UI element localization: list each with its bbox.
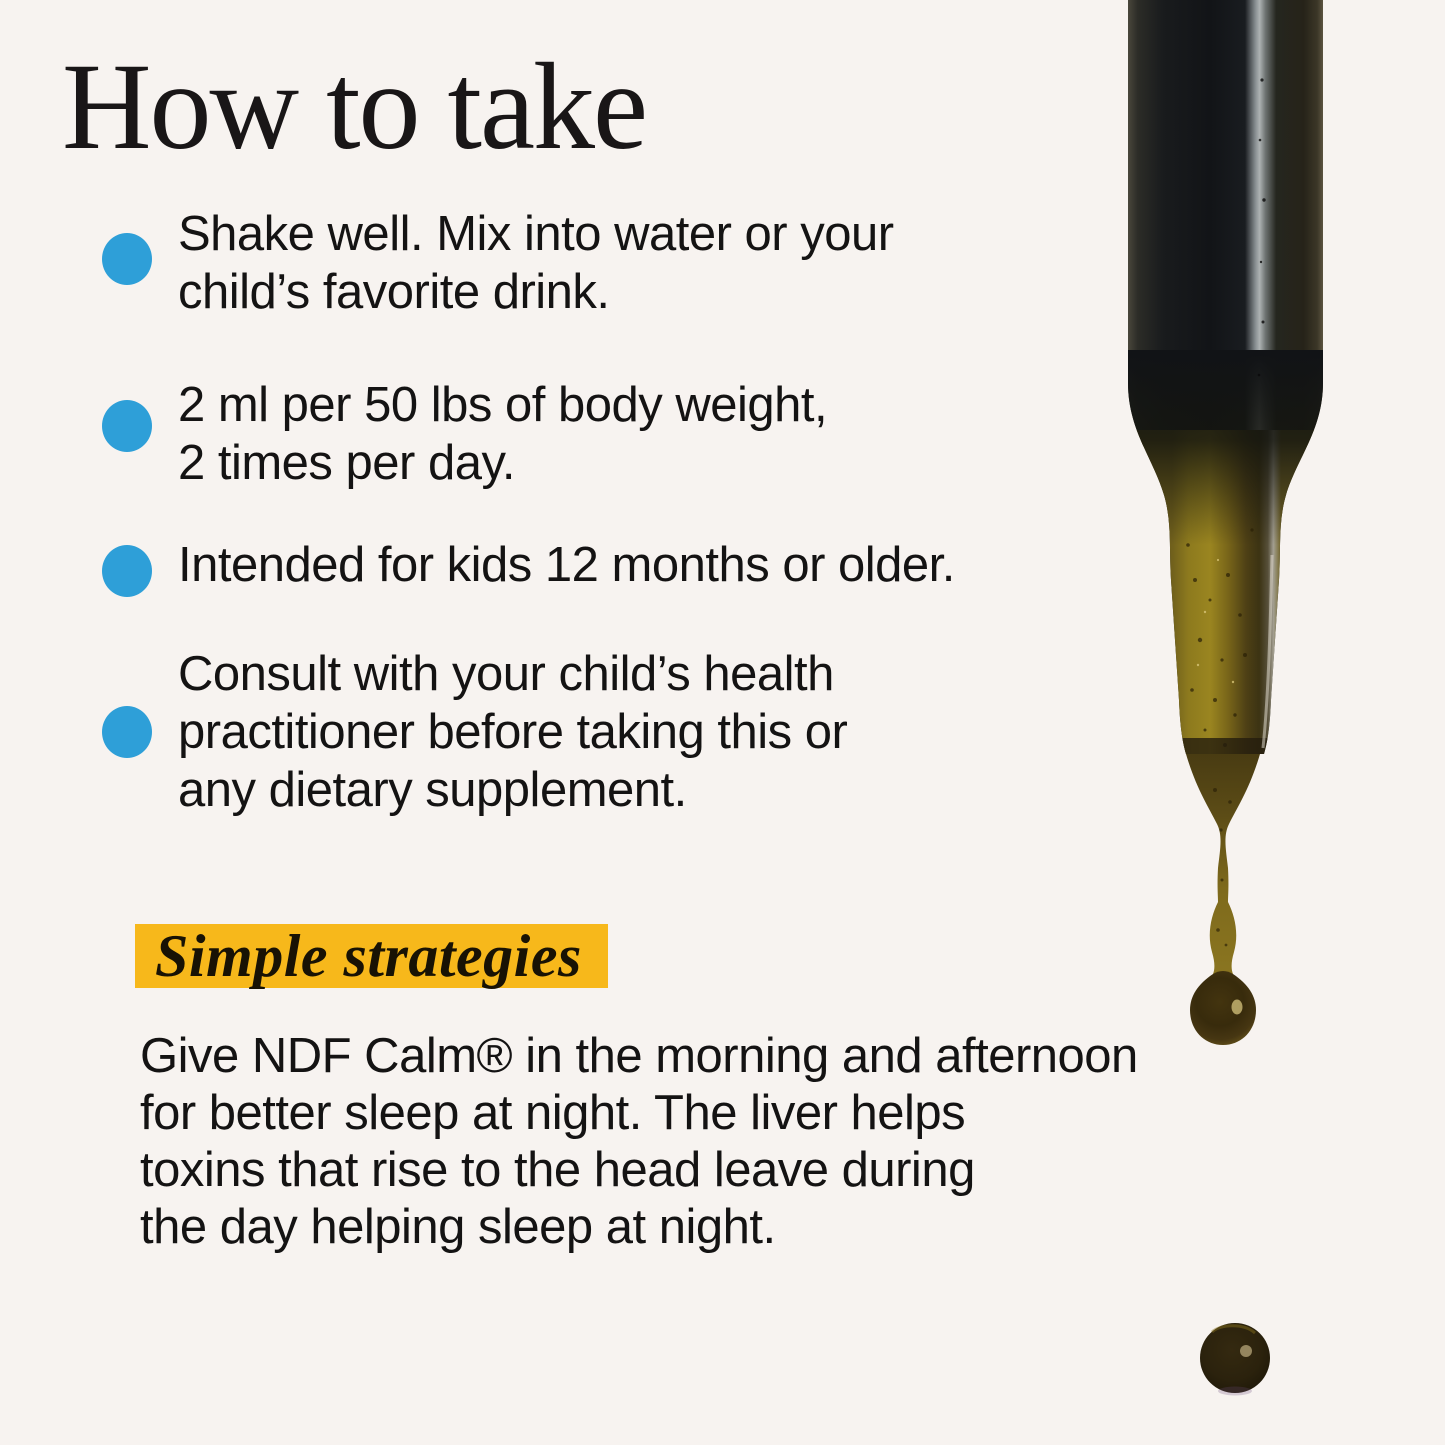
bullet-item-shake-well xyxy=(102,205,894,321)
bullet-text xyxy=(178,376,827,492)
paragraph-line: toxins that rise to the head leave during xyxy=(140,1143,975,1197)
falling-droplet xyxy=(1200,1323,1270,1393)
strategies-heading: Simple strategies xyxy=(135,924,608,988)
hanging-droplet xyxy=(1190,971,1256,1045)
paragraph-line: for better sleep at night. The liver helps xyxy=(140,1086,966,1140)
bullet-text xyxy=(178,205,894,321)
bullet-line: child’s favorite drink. xyxy=(178,265,610,319)
bullet-line: Intended for kids 12 months or older. xyxy=(178,538,955,592)
liquid-stream xyxy=(1186,754,1260,977)
bullet-line: practitioner before taking this or xyxy=(178,705,848,759)
droplet-highlight xyxy=(1240,1345,1252,1357)
bullet-dot-icon xyxy=(102,706,152,758)
strategies-paragraph xyxy=(140,1028,1138,1256)
page-title: How to take xyxy=(62,38,647,175)
bullet-text xyxy=(178,645,847,819)
bullet-line: Consult with your child’s health xyxy=(178,647,834,701)
droplet-highlight xyxy=(1232,1000,1243,1015)
bullet-text xyxy=(178,536,955,597)
bullet-item-age xyxy=(102,536,955,597)
bullet-line: 2 times per day. xyxy=(178,436,515,490)
bullet-dot-icon xyxy=(102,233,152,285)
bullet-line: Shake well. Mix into water or your xyxy=(178,207,894,261)
dropper-liquid-drip-photo xyxy=(1045,0,1445,1445)
bullet-line: any dietary supplement. xyxy=(178,763,687,817)
paragraph-line: the day helping sleep at night. xyxy=(140,1200,776,1254)
paragraph-line: Give NDF Calm® in the morning and afternoon xyxy=(140,1029,1138,1083)
dropper-tube xyxy=(1123,0,1328,760)
dropper-tip-rim xyxy=(1180,738,1270,756)
bullet-item-dosage xyxy=(102,376,827,492)
bullet-line: 2 ml per 50 lbs of body weight, xyxy=(178,378,828,432)
bullet-dot-icon xyxy=(102,400,152,452)
bullet-dot-icon xyxy=(102,545,152,597)
bullet-item-consult xyxy=(102,645,847,819)
